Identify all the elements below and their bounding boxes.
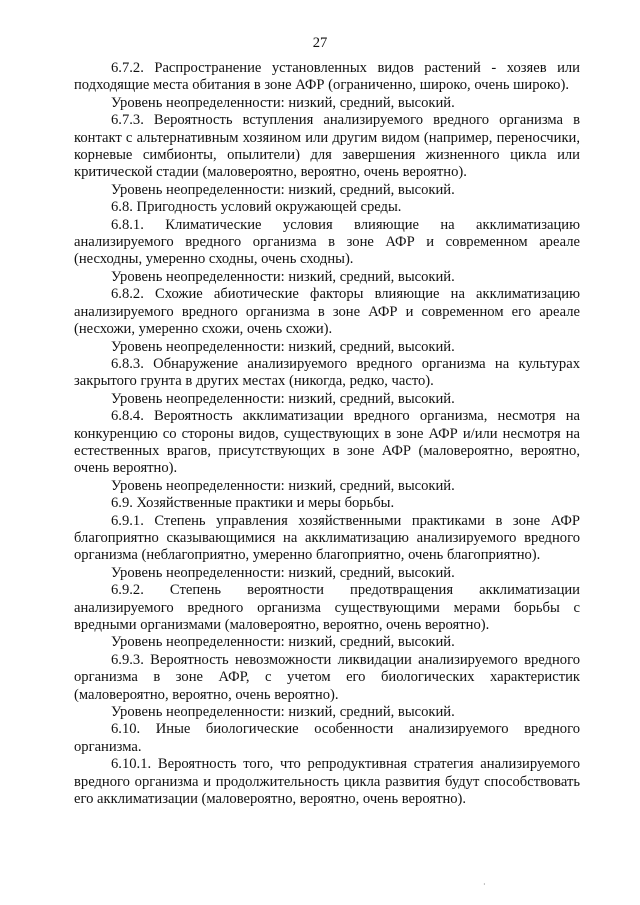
uncertainty-level: Уровень неопределенности: низкий, средний, высокий. — [111, 268, 455, 285]
scan-mark: · — [483, 880, 486, 889]
uncertainty-level: Уровень неопределенности: низкий, средний, высокий. — [111, 181, 455, 198]
paragraph-6-9-3: 6.9.3. Вероятность невозможности ликвидации анализируемого вредного организма в зоне АФР, с учетом его биологических характеристик (маловероятно, вероятно, очень вероятно). — [74, 651, 580, 703]
document-body — [74, 60, 580, 808]
uncertainty-level: Уровень неопределенности: низкий, средний, высокий. — [111, 564, 455, 581]
uncertainty-level: Уровень неопределенности: низкий, средний, высокий. — [111, 477, 455, 494]
paragraph-6-8-1: 6.8.1. Климатические условия влияющие на акклиматизацию анализируемого вредного организма в зоне АФР и современном ареале (несходны, умеренно сходны, очень сходны). — [74, 216, 580, 268]
section-6-8-heading: 6.8. Пригодность условий окружающей среды. — [111, 199, 402, 216]
paragraph-6-8-2: 6.8.2. Схожие абиотические факторы влияющие на акклиматизацию анализируемого вредного организма в зоне АФР и современном его ареале (несхожи, умеренно схожи, очень схожи). — [74, 286, 580, 338]
uncertainty-level: Уровень неопределенности: низкий, средний, высокий. — [111, 338, 455, 355]
paragraph-6-7-2: 6.7.2. Распространение установленных видов растений - хозяев или подходящие места обитания в зоне АФР (ограниченно, широко, очень широко). — [74, 60, 580, 94]
page-number: 27 — [312, 35, 328, 51]
uncertainty-level: Уровень неопределенности: низкий, средний, высокий. — [111, 390, 455, 407]
section-6-10-heading: 6.10. Иные биологические особенности анализируемого вредного организма. — [74, 721, 580, 755]
uncertainty-level: Уровень неопределенности: низкий, средний, высокий. — [111, 94, 455, 111]
paragraph-6-8-4: 6.8.4. Вероятность акклиматизации вредного организма, несмотря на конкуренцию со стороны видов, существующих в зоне АФР и/или несмотря на естественных врагов, присутствующих в зоне АФР (маловероятно, вероятно, очень вероятно). — [74, 408, 580, 477]
paragraph-6-9-1: 6.9.1. Степень управления хозяйственными практиками в зоне АФР благоприятно сказывающимися на акклиматизацию анализируемого вредного организма (неблагоприятно, умеренно благоприятно, очень благоприятно). — [74, 512, 580, 564]
uncertainty-level: Уровень неопределенности: низкий, средний, высокий. — [111, 704, 455, 721]
paragraph-6-8-3: 6.8.3. Обнаружение анализируемого вредного организма на культурах закрытого грунта в других местах (никогда, редко, часто). — [74, 355, 580, 390]
paragraph-6-9-2: 6.9.2. Степень вероятности предотвращения акклиматизации анализируемого вредного организма существующими мерами борьбы с вредными организмами (маловероятно, вероятно, очень вероятно). — [74, 582, 580, 633]
paragraph-6-7-3: 6.7.3. Вероятность вступления анализируемого вредного организма в контакт с альтернативным хозяином или другим видом (например, переносчики, корневые симбионты, опылители) для завершения жизненного цикла или критической стадии (маловероятно, вероятно, очень вероятно). — [74, 112, 580, 181]
uncertainty-level: Уровень неопределенности: низкий, средний, высокий. — [111, 634, 455, 651]
paragraph-6-10-1: 6.10.1. Вероятность того, что репродуктивная стратегия анализируемого вредного организма и продолжительность цикла развития будут способствовать его акклиматизации (маловероятно, вероятно, очень вероятно). — [74, 756, 580, 808]
section-6-9-heading: 6.9. Хозяйственные практики и меры борьбы. — [111, 495, 395, 512]
